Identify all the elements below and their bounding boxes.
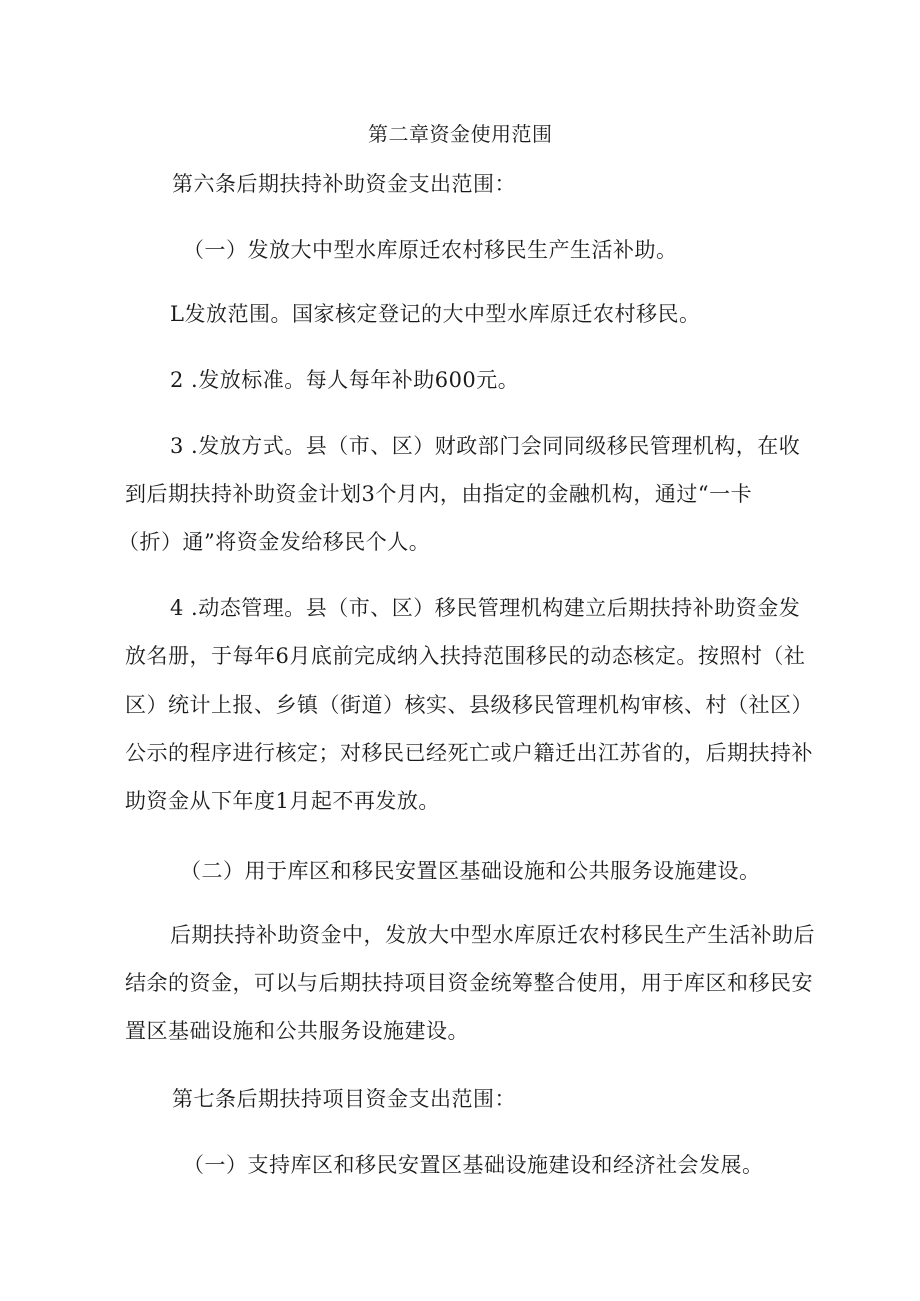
- article-6-point-3-line-1: 3 .发放方式。县（市、区）财政部门会同同级移民管理机构，在收: [170, 434, 801, 458]
- article-6-point-4-line-5: 助资金从下年度1月起不再发放。: [125, 789, 440, 813]
- article-6-point-3-line-3: （折）通”将资金发给移民个人。: [118, 530, 431, 554]
- article-6-point-3-line-2: 到后期扶持补助资金计划3个月内，由指定的金融机构，通过“一卡: [125, 482, 753, 506]
- article-6-item-2-line-1: 后期扶持补助资金中，发放大中型水库原迁农村移民生产生活补助后: [170, 923, 815, 947]
- article-6-item-2-heading: （二）用于库区和移民安置区基础设施和公共服务设施建设。: [180, 859, 761, 883]
- article-6-point-1: L发放范围。国家核定登记的大中型水库原迁农村移民。: [170, 302, 701, 326]
- article-6-point-4-line-2: 放名册，于每年6月底前完成纳入扶持范围移民的动态核定。按照村（社: [125, 644, 806, 668]
- article-7-item-1-heading: （一）支持库区和移民安置区基础设施建设和经济社会发展。: [183, 1153, 764, 1177]
- article-7-heading: 第七条后期扶持项目资金支出范围：: [172, 1087, 516, 1111]
- article-6-heading: 第六条后期扶持补助资金支出范围：: [172, 172, 516, 196]
- article-6-point-4-line-3: 区）统计上报、乡镇（街道）核实、县级移民管理机构审核、村（社区）: [125, 693, 813, 717]
- article-6-point-4-line-4: 公示的程序进行核定；对移民已经死亡或户籍迁出江苏省的，后期扶持补: [125, 741, 813, 765]
- article-6-point-2: 2 .发放标准。每人每年补助600元。: [170, 368, 520, 392]
- chapter-title: 第二章资金使用范围: [368, 122, 553, 146]
- article-6-item-1-heading: （一）发放大中型水库原迁农村移民生产生活补助。: [183, 238, 678, 262]
- article-6-item-2-line-3: 置区基础设施和公共服务设施建设。: [125, 1019, 469, 1043]
- article-6-point-4-line-1: 4 .动态管理。县（市、区）移民管理机构建立后期扶持补助资金发: [170, 596, 801, 620]
- article-6-item-2-line-2: 结余的资金，可以与后期扶持项目资金统筹整合使用，用于库区和移民安: [125, 971, 813, 995]
